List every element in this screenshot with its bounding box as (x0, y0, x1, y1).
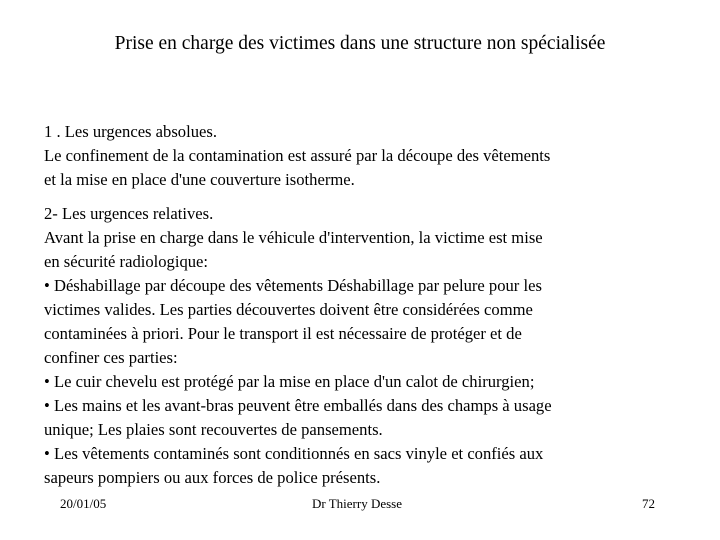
section-relative-emergencies (44, 202, 684, 490)
paragraph-line: confiner ces parties: (44, 348, 178, 367)
paragraph-line: Le confinement de la contamination est assuré par la découpe des vêtements (44, 146, 551, 165)
paragraph-line: contaminées à priori. Pour le transport il est nécessaire de protéger et de (44, 324, 522, 343)
section-absolute-emergencies (44, 120, 684, 192)
bullet-line: • Le cuir chevelu est protégé par la mise en place d'un calot de chirurgien; (44, 372, 535, 391)
paragraph-line: sapeurs pompiers ou aux forces de police présents. (44, 468, 381, 487)
paragraph-line: unique; Les plaies sont recouvertes de pansements. (44, 420, 383, 439)
footer-date: 20/01/05 (60, 496, 107, 511)
paragraph-line: Avant la prise en charge dans le véhicule d'intervention, la victime est mise (44, 228, 543, 247)
bullet-line: • Les mains et les avant-bras peuvent être emballés dans des champs à usage (44, 396, 552, 415)
footer-author: Dr Thierry Desse (312, 496, 403, 511)
slide-title: Prise en charge des victimes dans une structure non spécialisée (114, 33, 606, 54)
section-heading: 2- Les urgences relatives. (44, 204, 214, 223)
bullet-line: • Déshabillage par découpe des vêtements Déshabillage par pelure pour les (44, 276, 542, 295)
paragraph-line: et la mise en place d'une couverture isotherme. (44, 170, 355, 189)
paragraph-line: en sécurité radiologique: (44, 252, 209, 271)
paragraph-line: victimes valides. Les parties découvertes doivent être considérées comme (44, 300, 533, 319)
section-heading: 1 . Les urgences absolues. (44, 122, 217, 141)
bullet-line: • Les vêtements contaminés sont conditionnés en sacs vinyle et confiés aux (44, 444, 544, 463)
footer-page-number: 72 (642, 496, 655, 511)
